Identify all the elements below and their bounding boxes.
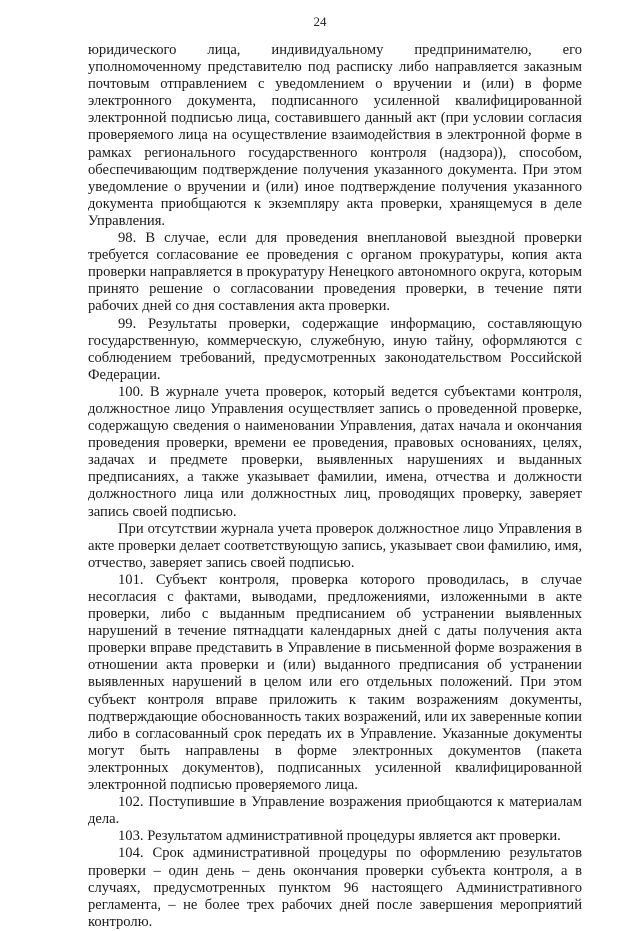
document-body (88, 42, 582, 931)
paragraph-102: 102. Поступившие в Управление возражения приобщаются к материалам дела. (88, 794, 582, 828)
paragraph-104: 104. Срок административной процедуры по оформлению результатов проверки – один день – день окончания проверки субъекта контроля, а в случаях, предусмотренных пунктом 96 настоящего Административного регламента, – не более трех рабочих дней после завершения мероприятий контролю. (88, 845, 582, 930)
paragraph-100-note: При отсутствии журнала учета проверок должностное лицо Управления в акте проверки делает соответствующую запись, указывает свои фамилию, имя, отчество, заверяет запись своей подписью. (88, 520, 582, 571)
paragraph-101: 101. Субъект контроля, проверка которого проводилась, в случае несогласия с фактами, выводами, предложениями, изложенными в акте проверки, либо с выданным предписанием об устранении выявленных нарушений в течение пятнадцати календарных дней с даты получения акта проверки вправе представить в Управление в письменной форме возражения в отношении акта проверки и (или) выданного предписания об устранении выявленных нарушений в целом или его отдельных положений. При этом субъект контроля вправе приложить к таким возражениям документы, подтверждающие обоснованность таких возражений, или их заверенные копии либо в согласованный срок передать их в Управление. Указанные документы могут быть направлены в форме электронных документов (пакета электронных документов), подписанных усиленной квалифицированной электронной подписью проверяемого лица. (88, 571, 582, 794)
paragraph-continuation: юридического лица, индивидуальному предпринимателю, его уполномоченному представителю под расписку либо направляется заказным почтовым отправлением с уведомлением о вручении и (или) в форме электронного документа, подписанного усиленной квалифицированной электронной подписью лица, составившего данный акт (при условии согласия проверяемого лица на осуществление взаимодействия в электронной форме в рамках регионального государственного контроля (надзора)), способом, обеспечивающим подтверждение получения указанного документа. При этом уведомление о вручении и (или) иное подтверждение получения указанного документа приобщаются к экземпляру акта проверки, хранящемуся в деле Управления. (88, 42, 582, 229)
paragraph-103: 103. Результатом административной процедуры является акт проверки. (118, 828, 561, 845)
paragraph-100: 100. В журнале учета проверок, который ведется субъектами контроля, должностное лицо Управления осуществляет запись о проведенной проверке, содержащую сведения о наименовании Управления, датах начала и окончания проведения проверки, времени ее проведения, правовых основаниях, целях, задачах и предмете проверки, выявленных нарушениях и выданных предписаниях, а также указывает фамилии, имена, отчества и должности должностного лица или должностных лиц, проводящих проверку, заверяет запись своей подписью. (88, 383, 582, 520)
paragraph-99: 99. Результаты проверки, содержащие информацию, составляющую государственную, коммерческую, служебную, иную тайну, оформляются с соблюдением требований, предусмотренных законодательством Российской Федерации. (88, 315, 582, 383)
paragraph-98: 98. В случае, если для проведения внеплановой выездной проверки требуется согласование ее проведения с органом прокуратуры, копия акта проверки направляется в прокуратуру Ненецкого автономного округа, которым принято решение о согласовании проведения проверки, в течение пяти рабочих дней со дня составления акта проверки. (88, 230, 582, 315)
page-number: 24 (313, 14, 327, 29)
